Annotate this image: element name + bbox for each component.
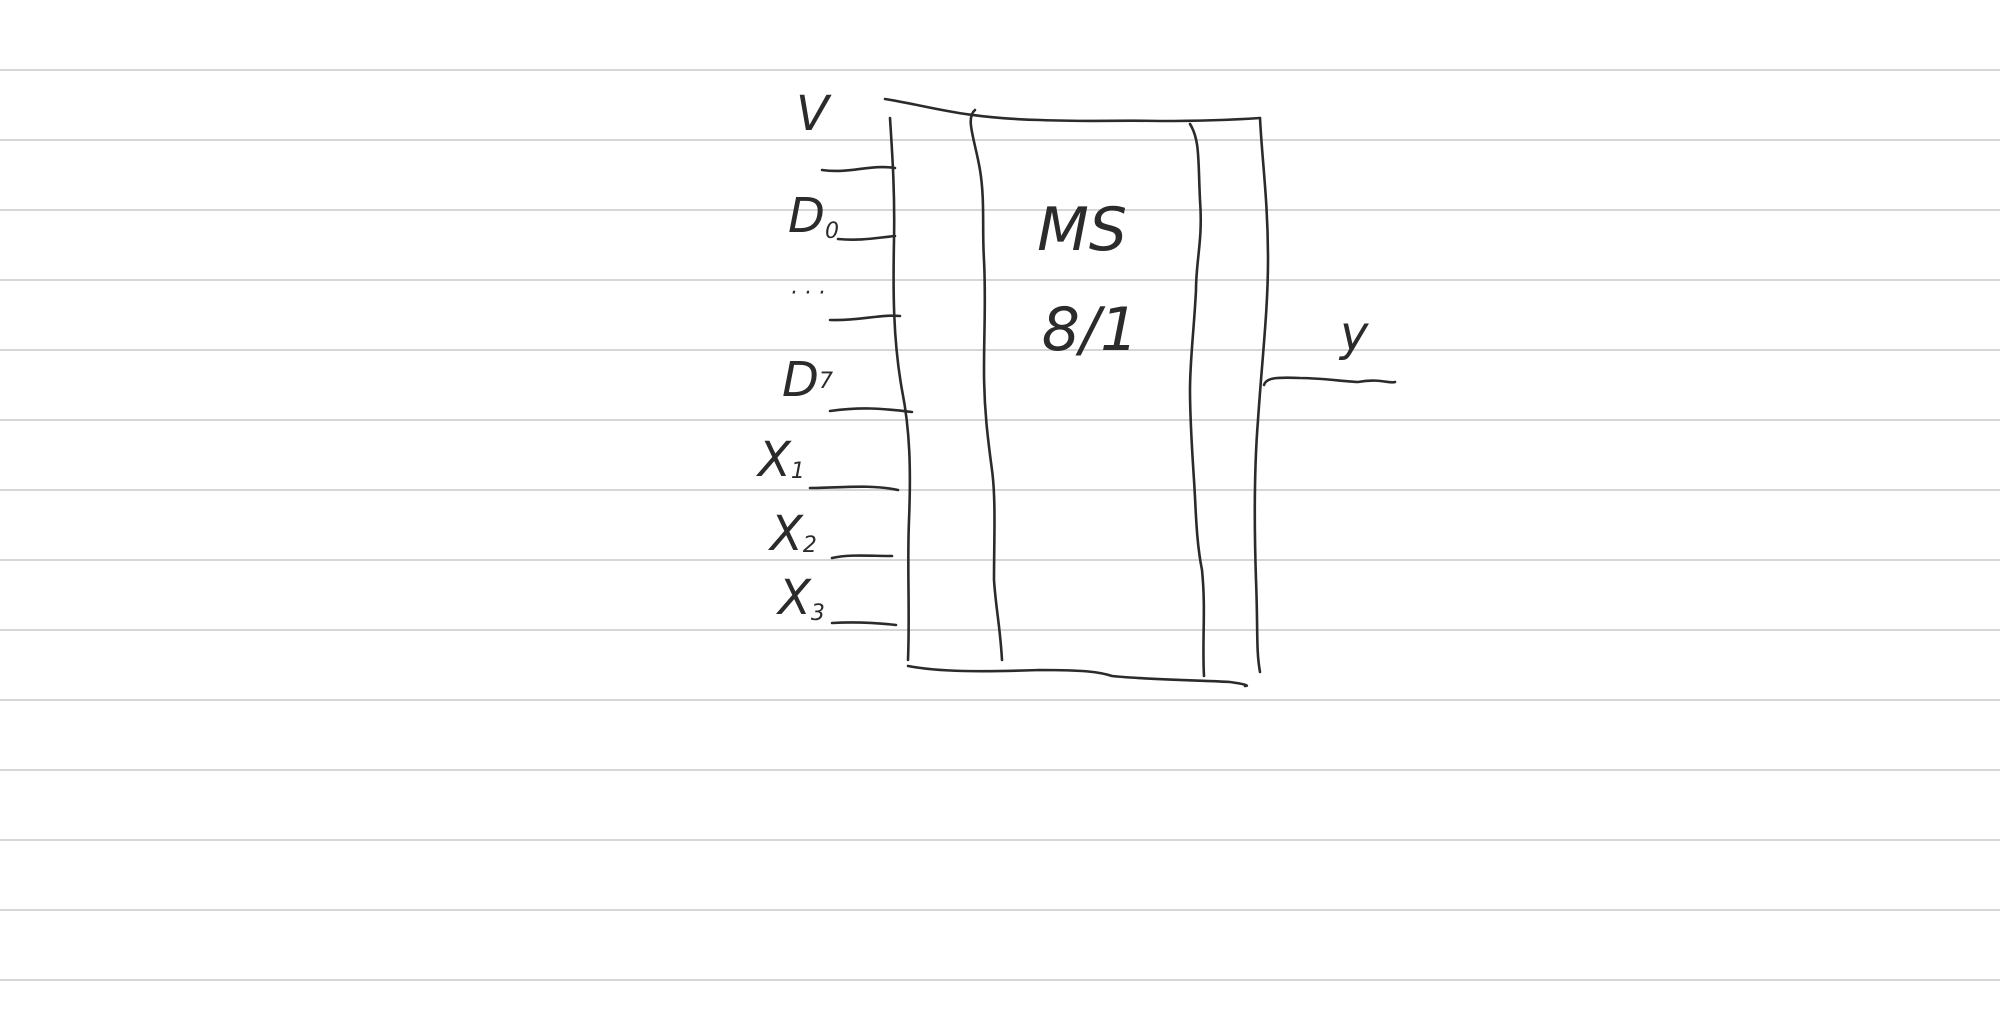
label-d0-letter: D <box>788 188 825 244</box>
wire-d0-b <box>838 236 895 240</box>
block-top-edge <box>885 99 1260 121</box>
label-y-output: y <box>1340 306 1369 362</box>
ruled-lines <box>0 70 2000 980</box>
block-left-edge <box>890 118 910 660</box>
mux-block <box>885 99 1268 686</box>
inner-right-divider <box>1190 124 1204 676</box>
label-x1-letter: X <box>758 432 791 488</box>
wire-x2 <box>832 556 892 559</box>
label-ellipsis: · · · <box>790 281 825 306</box>
block-label-ms: MS <box>1037 195 1127 265</box>
label-x2 <box>767 506 817 562</box>
block-bottom-edge <box>908 666 1247 686</box>
wire-ellipsis <box>830 316 900 320</box>
label-x3 <box>775 570 825 626</box>
label-x1 <box>755 432 805 488</box>
block-label-ratio: 8/1 <box>1041 295 1139 365</box>
wire-x3 <box>832 622 896 625</box>
label-d7 <box>782 352 833 408</box>
label-x3-subscript: 3 <box>810 601 825 626</box>
label-x1-subscript: 1 <box>790 459 805 484</box>
label-x3-letter: X <box>778 570 811 626</box>
wire-y-output <box>1264 378 1395 385</box>
wire-d7 <box>830 408 912 412</box>
label-x2-subscript: 2 <box>802 533 817 558</box>
label-x2-letter: X <box>770 506 803 562</box>
wire-d0 <box>822 167 895 171</box>
label-d7-letter: D <box>782 352 819 408</box>
label-d0 <box>788 188 839 244</box>
label-v: V <box>796 86 829 142</box>
inner-left-divider <box>971 110 1002 660</box>
label-d7-subscript: 7 <box>818 369 833 394</box>
block-right-edge <box>1255 118 1268 672</box>
labels <box>755 86 1369 626</box>
label-d0-subscript: 0 <box>824 219 839 244</box>
